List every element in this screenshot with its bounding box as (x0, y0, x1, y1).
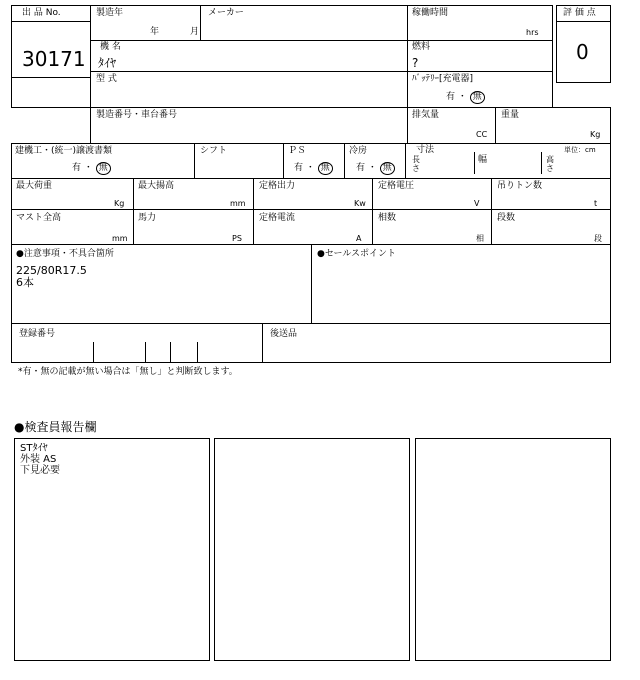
crane-ton-unit: t (594, 199, 598, 208)
ps-no-circled: 無 (318, 162, 333, 175)
horsepower-label: 馬力 (138, 213, 157, 223)
transfer-doc-options (72, 162, 111, 175)
phases-label: 相数 (378, 213, 397, 223)
rated-output-unit: Kw (354, 199, 366, 208)
rated-output-label: 定格出力 (259, 181, 296, 191)
battery-options (446, 91, 485, 104)
rated-current-label: 定格電流 (259, 213, 296, 223)
ps-label: ＰＳ (288, 146, 307, 156)
displacement-label: 排気量 (412, 110, 440, 120)
dimensions-divider-2 (541, 152, 542, 174)
cooling-no-circled: 無 (380, 162, 395, 175)
later-shipment-cell (262, 323, 611, 363)
dimensions-length: 長 さ (412, 155, 420, 173)
rated-voltage-label: 定格電圧 (378, 181, 415, 191)
weight-unit: Kg (590, 130, 601, 139)
inspector-box-2 (214, 438, 410, 661)
registration-divider-3 (170, 342, 171, 363)
rated-voltage-unit: V (474, 199, 480, 208)
registration-divider-1 (93, 342, 94, 363)
cooling-label: 冷房 (349, 146, 368, 156)
fuel-value: ? (412, 56, 419, 70)
inspector-title: ●検査員報告欄 (14, 420, 97, 434)
manufacture-month-unit: 月 (190, 27, 200, 37)
cautions-label: ●注意事項・不具合箇所 (16, 249, 114, 259)
machine-name-value: ﾀｲﾔ (98, 56, 117, 70)
transfer-doc-label: 建機工・(統一)譲渡書類 (15, 146, 113, 156)
crane-ton-label: 吊りトン数 (497, 181, 543, 191)
ps-sep: ・ (305, 163, 315, 173)
dimensions-label: 寸法 (416, 145, 435, 155)
transfer-doc-sep: ・ (83, 163, 93, 173)
transfer-doc-no-circled: 無 (96, 162, 111, 175)
max-load-unit: Kg (114, 199, 125, 208)
mast-height-unit: mm (112, 234, 128, 243)
later-shipment-label: 後送品 (270, 329, 298, 339)
footnote: *有・無の記載が無い場合は「無し」と判断致します。 (18, 367, 238, 377)
fuel-label: 燃料 (412, 42, 431, 52)
displacement-unit: CC (476, 130, 488, 139)
rating-label: 評 価 点 (563, 8, 596, 18)
item-no-value: 30171 (22, 47, 86, 71)
item-no-spacer-cell (11, 77, 91, 108)
inspector-box-1-text: STﾀｲﾔ 外装 AS 下見必要 (20, 443, 60, 476)
transfer-doc-yes: 有 (72, 163, 82, 173)
battery-sep: ・ (457, 92, 467, 102)
operating-hours-label: 稼働時間 (412, 8, 449, 18)
registration-label: 登録番号 (19, 329, 56, 339)
maker-label: メーカー (208, 8, 244, 18)
max-lift-unit: mm (230, 199, 246, 208)
cooling-options (356, 162, 395, 175)
weight-label: 重量 (501, 110, 520, 120)
inspector-box-3 (415, 438, 611, 661)
manufacture-year-label: 製造年 (96, 8, 124, 18)
ps-options (294, 162, 333, 175)
rated-current-unit: A (356, 234, 362, 243)
stages-unit: 段 (594, 234, 602, 243)
ps-yes: 有 (294, 163, 304, 173)
rating-value: 0 (576, 40, 589, 64)
shift-label: シフト (200, 146, 228, 156)
max-load-label: 最大荷重 (16, 181, 53, 191)
registration-divider-2 (145, 342, 146, 363)
battery-yes: 有 (446, 92, 456, 102)
horsepower-unit: PS (232, 234, 242, 243)
serial-label: 製造番号・車台番号 (96, 110, 178, 120)
model-cell (90, 71, 408, 108)
machine-name-label: 機 名 (100, 42, 121, 52)
model-label: 型 式 (96, 74, 117, 84)
max-lift-label: 最大揚高 (138, 181, 175, 191)
operating-hours-unit: hrs (526, 28, 539, 37)
dimensions-width: 幅 (478, 155, 488, 165)
stages-label: 段数 (497, 213, 516, 223)
registration-divider-4 (197, 342, 198, 363)
mast-height-label: マスト全高 (16, 213, 62, 223)
cautions-text: 225/80R17.5 6本 (16, 264, 87, 289)
item-no-label: 出 品 No. (22, 8, 61, 18)
manufacture-year-unit: 年 (150, 27, 160, 37)
dimensions-divider-1 (474, 152, 475, 174)
dimensions-unit: 単位：cm (564, 146, 596, 154)
cooling-sep: ・ (367, 163, 377, 173)
battery-label: ﾊﾞｯﾃﾘｰ[充電器] (412, 74, 474, 84)
sales-points-label: ●セールスポイント (317, 249, 397, 259)
phases-unit: 相 (476, 234, 484, 243)
dimensions-height: 高 さ (546, 155, 554, 173)
machine-name-cell (90, 40, 408, 72)
cooling-yes: 有 (356, 163, 366, 173)
battery-no-circled: 無 (470, 91, 485, 104)
